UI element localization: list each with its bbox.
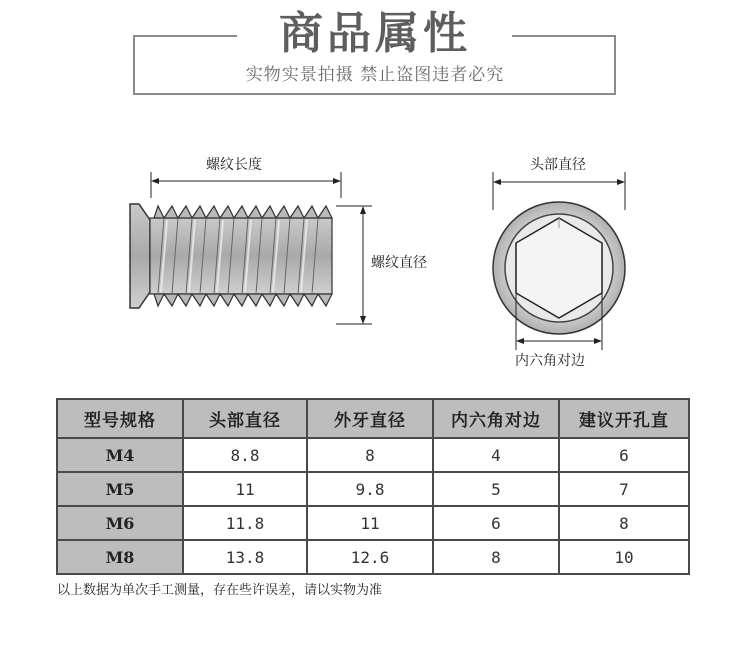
cell-head-diameter: 11.8 bbox=[183, 506, 307, 540]
cell-hex: 5 bbox=[433, 472, 559, 506]
cell-hole: 8 bbox=[559, 506, 689, 540]
head-diameter-label: 头部直径 bbox=[530, 157, 586, 173]
cell-head-diameter: 13.8 bbox=[183, 540, 307, 574]
insert-nut-end-view bbox=[478, 170, 658, 355]
thread-diameter-label: 螺纹直径 bbox=[371, 255, 427, 271]
cell-size: M4 bbox=[57, 438, 183, 472]
col-header-thread-diameter: 外牙直径 bbox=[307, 399, 433, 438]
cell-head-diameter: 11 bbox=[183, 472, 307, 506]
cell-hex: 8 bbox=[433, 540, 559, 574]
cell-size: M6 bbox=[57, 506, 183, 540]
cell-thread-diameter: 12.6 bbox=[307, 540, 433, 574]
table-row bbox=[57, 506, 689, 540]
spec-table bbox=[56, 398, 690, 575]
measurement-footnote: 以上数据为单次手工测量，存在些许误差，请以实物为准 bbox=[57, 583, 383, 598]
cell-head-diameter: 8.8 bbox=[183, 438, 307, 472]
cell-thread-diameter: 9.8 bbox=[307, 472, 433, 506]
col-header-hex-across-flats: 内六角对边 bbox=[433, 399, 559, 438]
cell-hole: 7 bbox=[559, 472, 689, 506]
col-header-head-diameter: 头部直径 bbox=[183, 399, 307, 438]
cell-thread-diameter: 8 bbox=[307, 438, 433, 472]
hex-across-flats-label: 内六角对边 bbox=[515, 353, 585, 369]
page-subtitle: 实物实景拍摄 禁止盗图违者必究 bbox=[245, 65, 505, 85]
thread-length-label: 螺纹长度 bbox=[206, 157, 262, 173]
col-header-recommended-hole: 建议开孔直 bbox=[559, 399, 689, 438]
header-frame-bottom bbox=[133, 93, 616, 95]
page-title: 商品属性 bbox=[279, 8, 471, 59]
table-header-row bbox=[57, 399, 689, 438]
col-header-size: 型号规格 bbox=[57, 399, 183, 438]
table-row bbox=[57, 438, 689, 472]
cell-hex: 4 bbox=[433, 438, 559, 472]
cell-hole: 10 bbox=[559, 540, 689, 574]
table-row bbox=[57, 472, 689, 506]
cell-thread-diameter: 11 bbox=[307, 506, 433, 540]
cell-hex: 6 bbox=[433, 506, 559, 540]
cell-hole: 6 bbox=[559, 438, 689, 472]
insert-nut-side-view bbox=[120, 170, 380, 340]
cell-size: M8 bbox=[57, 540, 183, 574]
table-row bbox=[57, 540, 689, 574]
cell-size: M5 bbox=[57, 472, 183, 506]
